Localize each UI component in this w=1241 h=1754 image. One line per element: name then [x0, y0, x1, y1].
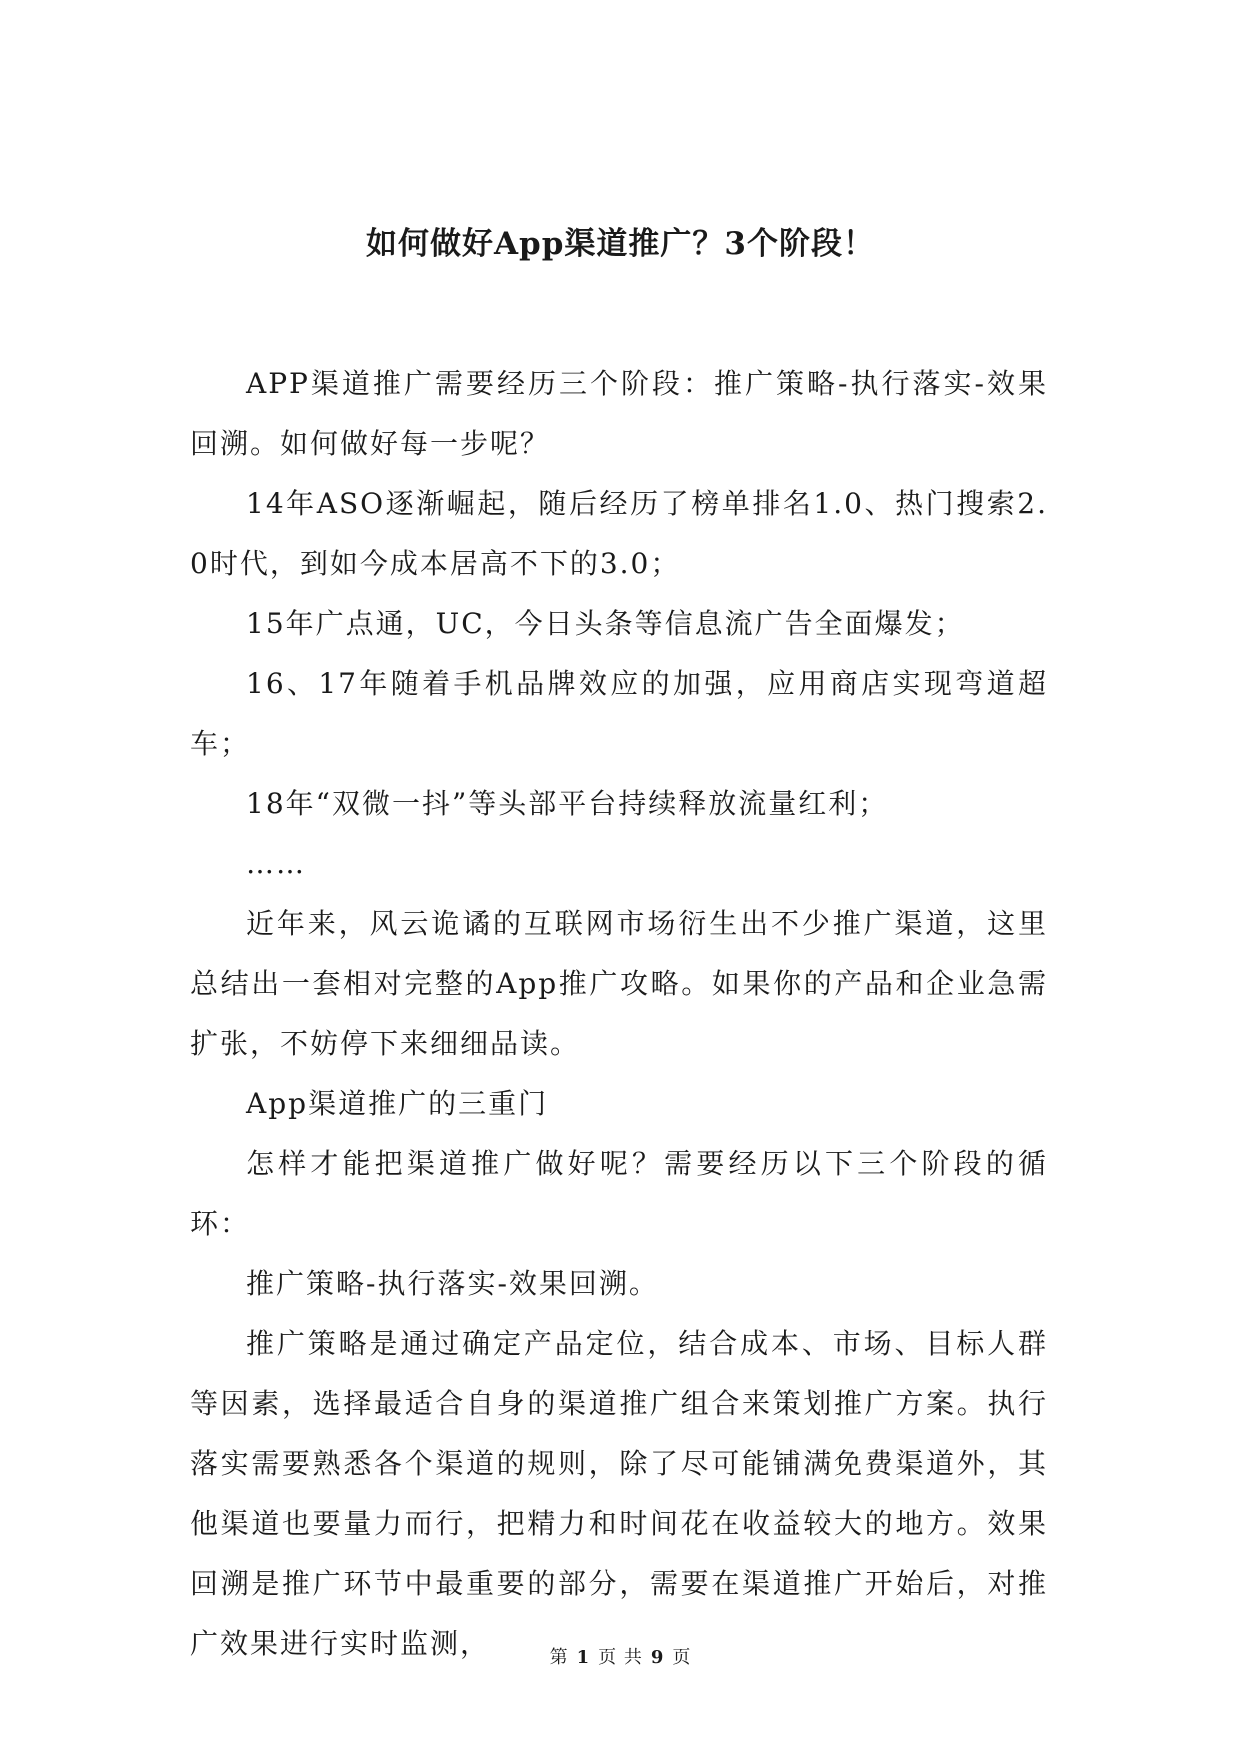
paragraph: 18年“双微一抖”等头部平台持续释放流量红利； [246, 787, 889, 820]
section-heading: App渠道推广的三重门 [246, 1087, 549, 1120]
paragraph: 近年来，风云诡谲的互联网市场衍生出不少推广渠道，这里总结出一套相对完整的App推广攻略。如果你的产品和企业急需扩张，不妨停下来细细品读。 [190, 907, 1048, 1060]
document-body [190, 354, 1048, 1674]
paragraph: 推广策略-执行落实-效果回溯。 [246, 1267, 659, 1300]
footer-prefix: 第 [549, 1647, 569, 1668]
footer-suffix: 页 [672, 1647, 692, 1668]
page-footer [0, 1646, 1241, 1670]
paragraph: 16、17年随着手机品牌效应的加强，应用商店实现弯道超车； [190, 667, 1048, 760]
paragraph: 怎样才能把渠道推广做好呢？需要经历以下三个阶段的循环： [190, 1147, 1048, 1240]
paragraph: APP渠道推广需要经历三个阶段：推广策略-执行落实-效果回溯。如何做好每一步呢？ [190, 367, 1048, 460]
total-pages-number: 9 [650, 1647, 665, 1668]
footer-middle: 页 共 [598, 1647, 643, 1668]
paragraph-ellipsis: …… [246, 847, 306, 880]
paragraph: 15年广点通，UC，今日头条等信息流广告全面爆发； [246, 607, 965, 640]
paragraph: 14年ASO逐渐崛起，随后经历了榜单排名1.0、热门搜索2.0时代，到如今成本居高不下的3.0； [190, 487, 1048, 580]
current-page-number: 1 [576, 1647, 591, 1668]
paragraph: 推广策略是通过确定产品定位，结合成本、市场、目标人群等因素，选择最适合自身的渠道推广组合来策划推广方案。执行落实需要熟悉各个渠道的规则，除了尽可能铺满免费渠道外，其他渠道也要量力而行，把精力和时间花在收益较大的地方。效果回溯是推广环节中最重要的部分，需要在渠道推广开始后，对推广效果进行实时监测， [190, 1327, 1048, 1660]
document-title: 如何做好App渠道推广？3个阶段！ [366, 226, 875, 262]
